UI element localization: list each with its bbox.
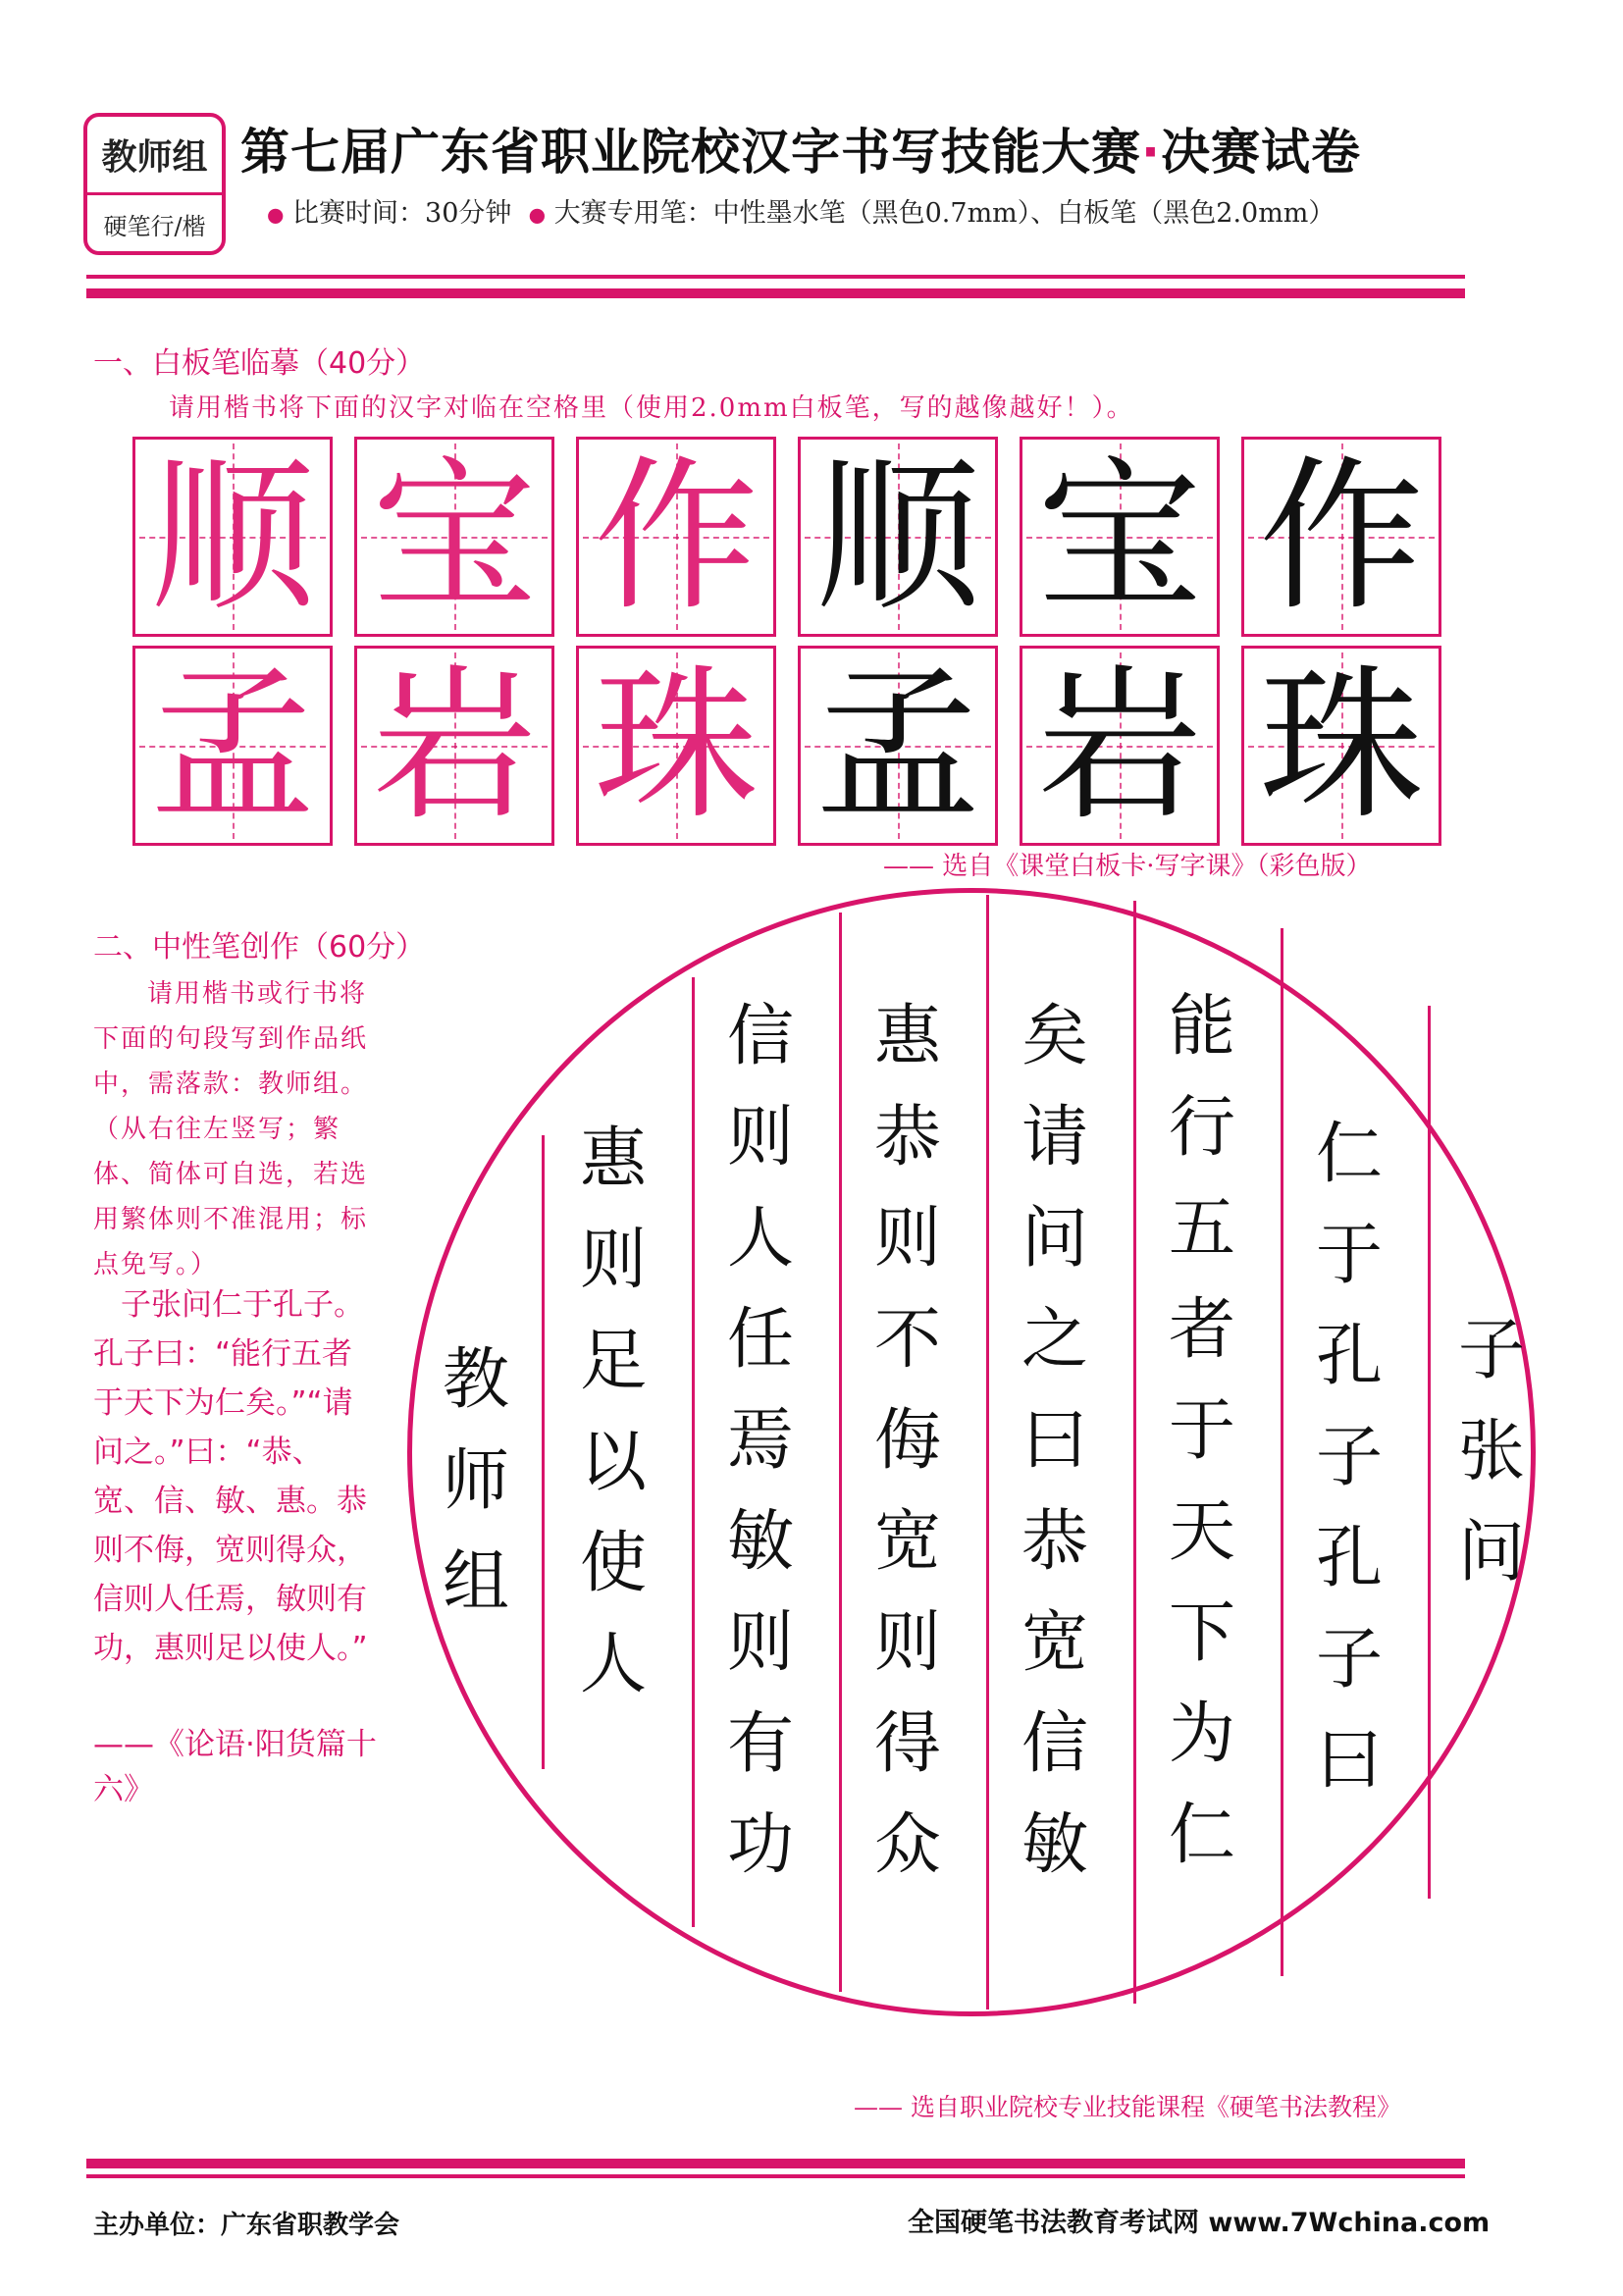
title-end: 决赛试卷 [1161,124,1361,181]
group-badge [83,113,226,255]
header-rule [86,275,1465,279]
grid-cell[interactable] [132,646,333,846]
exam-time: 比赛时间：30分钟 [292,198,512,229]
source-reference: ——《论语·阳货篇十六》 [93,1727,377,1807]
artwork-column-5: 惠 恭 则 不 侮 宽 则 得 众 [873,998,941,1884]
instruction-text: 请用楷书或行书将下面的句段写到作品纸中，需落款：教师组。（从右往左竖写；繁体、简体可自选，若选用繁体则不准混用；标点免写。） [93,979,369,1279]
artwork-column-7: 惠 则 足 以 使 人 [579,1121,647,1703]
model-char: 顺 [150,441,315,633]
footer-rule [86,2174,1465,2178]
section1-credit: —— 选自《课堂白板卡·写字课》（彩色版） [883,852,1372,881]
section1-title: 一、白板笔临摹（40分） [93,346,426,381]
page-title [240,113,1361,183]
grid-cell[interactable] [798,437,998,637]
artwork-column-2: 仁 于 孔 子 孔 子 曰 [1315,1116,1383,1800]
section2-title: 二、中性笔创作（60分） [93,930,426,965]
artwork-column-3: 能 行 五 者 于 天 下 为 仁 [1168,988,1235,1874]
title-main: 第七届广东省职业院校汉字书写技能大赛 [240,124,1141,181]
exam-pens: 大赛专用笔：中性墨水笔（黑色0.7mm）、白板笔（黑色2.0mm） [553,198,1335,229]
model-char: 孟 [150,650,315,842]
grid-cell[interactable] [576,646,776,846]
bullet-icon: ● [528,202,547,227]
section2-instruction [93,971,373,1287]
badge-style-label: 硬笔行/楷 [103,212,206,240]
written-char: 宝 [1037,441,1202,633]
grid-cell[interactable] [1020,646,1220,846]
exam-info [267,191,1335,230]
written-char: 孟 [815,650,980,842]
written-char: 顺 [815,441,980,633]
grid-cell[interactable] [354,646,554,846]
website-link[interactable]: 全国硬笔书法教育考试网 www.7Wchina.com [908,2208,1491,2238]
artwork-column-4: 矣 请 问 之 曰 恭 宽 信 敏 [1021,998,1088,1884]
grid-cell[interactable] [1020,437,1220,637]
model-char: 珠 [594,650,759,842]
grid-cell[interactable] [354,437,554,637]
section2-credit: —— 选自职业院校专业技能课程《硬笔书法教程》 [854,2093,1401,2121]
artwork-column-6: 信 则 人 任 焉 敏 则 有 功 [726,998,794,1884]
section1-instruction: 请用楷书将下面的汉字对临在空格里（使用2.0mm白板笔，写的越像越好！）。 [169,393,1134,423]
written-char: 珠 [1259,650,1424,842]
source-passage-text: 子张问仁于孔子。孔子曰：“能行五者于天下为仁矣。”“请问之。”曰：“恭、宽、信、敏、惠。恭则不侮，宽则得众，信则人任焉，敏则有功，惠则足以使人。” [93,1287,368,1666]
grid-cell[interactable] [132,437,333,637]
model-char: 岩 [372,650,537,842]
grid-cell[interactable] [1241,646,1441,846]
header-rule-thick [86,288,1465,298]
model-char: 宝 [372,441,537,633]
artwork-column-1: 子 张 问 [1457,1312,1525,1592]
bullet-icon: ● [267,202,285,227]
grid-cell[interactable] [576,437,776,637]
grid-cell[interactable] [1241,437,1441,637]
source-passage [93,1280,383,1673]
organizer: 主办单位：广东省职教学会 [93,2211,400,2240]
title-separator: · [1141,124,1161,181]
written-char: 岩 [1037,650,1202,842]
signature-column: 教 师 组 [442,1341,509,1621]
model-char: 作 [594,441,759,633]
footer-rule-thick [86,2159,1465,2168]
badge-group-label: 教师组 [87,117,222,195]
grid-cell[interactable] [798,646,998,846]
written-char: 作 [1259,441,1424,633]
